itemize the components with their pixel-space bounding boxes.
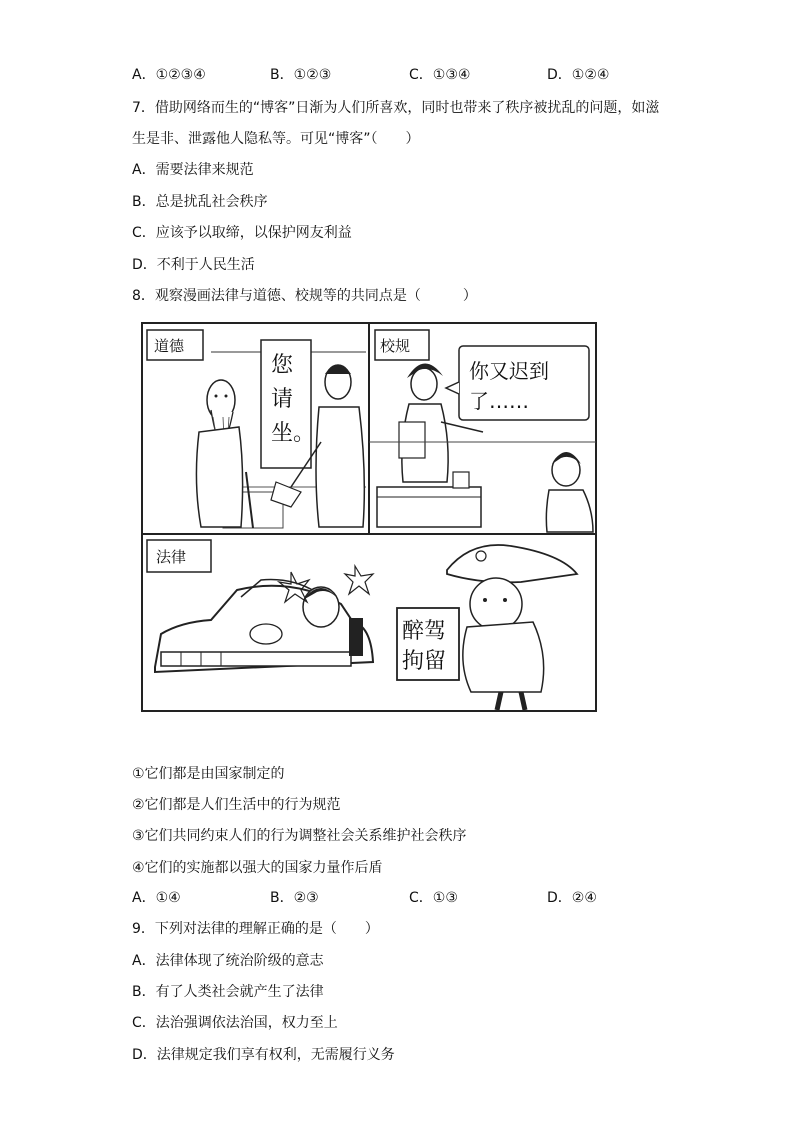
q9-option-c[interactable]: C．法治强调依法治国，权力至上: [132, 1015, 338, 1031]
q9-option-d[interactable]: D．法律规定我们享有权利，无需履行义务: [132, 1047, 395, 1063]
desk: [377, 487, 481, 527]
panel-school-label: 校规: [380, 337, 411, 355]
seat-sign-text-3: 坐。: [271, 421, 316, 446]
q8-statement-4: ④它们的实施都以强大的国家力量作后盾: [132, 860, 383, 876]
q8-option-a[interactable]: A．①④: [132, 890, 181, 906]
q8-statement-1: ①它们都是由国家制定的: [132, 766, 285, 782]
q8-statement-3: ③它们共同约束人们的行为调整社会关系维护社会秩序: [132, 828, 467, 844]
q8-options: [132, 889, 652, 907]
q6-option-c[interactable]: C．①③④: [409, 67, 471, 83]
q9-option-b[interactable]: B．有了人类社会就产生了法律: [132, 984, 324, 1000]
comic-illustration: [141, 322, 597, 714]
bottle-icon: [349, 618, 363, 656]
q7-stem-line2: 生是非、泄露他人隐私等。可见“博客”（ ）: [132, 131, 420, 147]
q8-option-d[interactable]: D．②④: [547, 890, 597, 906]
seat-sign-text-1: 您: [271, 353, 294, 378]
q9-option-a[interactable]: A．法律体现了统治阶级的意志: [132, 953, 324, 969]
q6-option-b[interactable]: B．①②③: [270, 67, 332, 83]
q6-options: [132, 66, 652, 84]
q8-stem: 8．观察漫画法律与道德、校规等的共同点是（ ）: [132, 288, 477, 304]
q8-statement-2: ②它们都是人们生活中的行为规范: [132, 797, 341, 813]
dui-ticket-line1: 醉驾: [402, 619, 447, 644]
q6-option-a[interactable]: A．①②③④: [132, 67, 206, 83]
q8-option-b[interactable]: B．②③: [270, 890, 319, 906]
q7-option-c[interactable]: C．应该予以取缔，以保护网友利益: [132, 225, 352, 241]
q7-option-a[interactable]: A．需要法律来规范: [132, 162, 254, 178]
q7-stem-line1: 7．借助网络而生的“博客”日渐为人们所喜欢，同时也带来了秩序被扰乱的问题，如滋: [132, 100, 660, 116]
q8-option-c[interactable]: C．①③: [409, 890, 458, 906]
panel-morality-label: 道德: [154, 337, 185, 355]
q7-option-b[interactable]: B．总是扰乱社会秩序: [132, 194, 268, 210]
late-speech-line1: 你又迟到: [469, 359, 549, 383]
q9-stem: 9．下列对法律的理解正确的是（ ）: [132, 921, 379, 937]
q7-option-d[interactable]: D．不利于人民生活: [132, 257, 255, 273]
seat-sign-text-2: 请: [271, 387, 294, 412]
panel-law-label: 法律: [156, 548, 187, 566]
dui-ticket-line2: 拘留: [402, 649, 447, 674]
late-speech-line2: 了……: [469, 389, 529, 413]
q6-option-d[interactable]: D．①②④: [547, 67, 610, 83]
